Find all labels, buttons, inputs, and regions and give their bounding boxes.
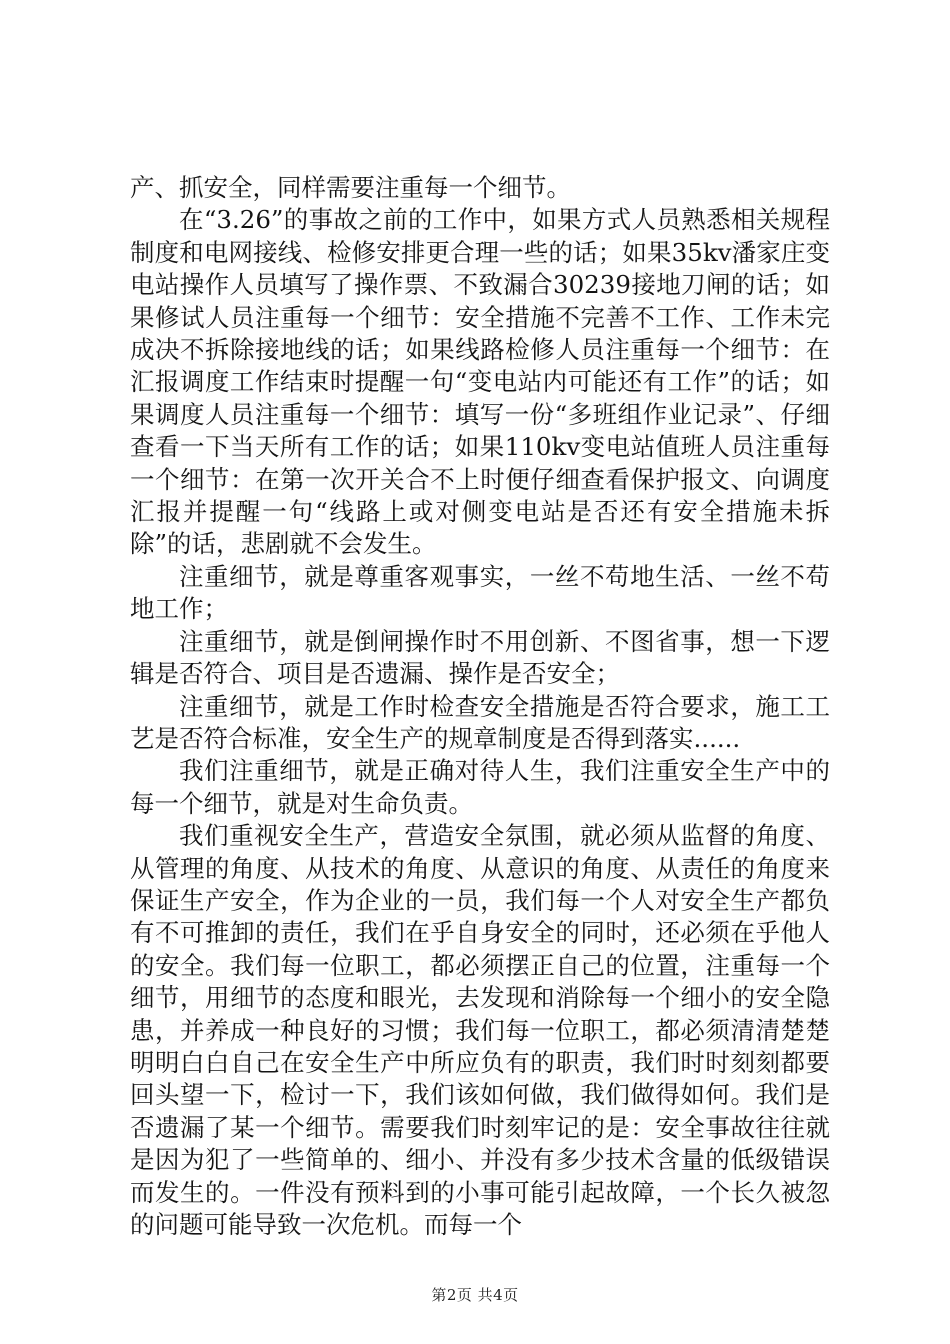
paragraph: 我们注重细节，就是正确对待人生，我们注重安全生产中的每一个细节，就是对生命负责。	[130, 756, 830, 818]
page-number-label: 第2页 共4页	[431, 1286, 519, 1304]
paragraph: 产、抓安全，同样需要注重每一个细节。	[130, 173, 571, 202]
paragraph: 注重细节，就是倒闸操作时不用创新、不图省事，想一下逻辑是否符合、项目是否遗漏、操作是否安全；	[130, 626, 830, 689]
paragraph: 在“3.26”的事故之前的工作中，如果方式人员熟悉相关规程制度和电网接线、检修安排更合理一些的话；如果35kv潘家庄变电站操作人员填写了操作票、不致漏合30239接地刀闸的话；如果修试人员注重每一个细节：安全措施不完善不工作、工作未完成决不拆除接地线的话；如果线路检修人员注重每一个细节：在汇报调度工作结束时提醒一句“变电站内可能还有工作”的话；如果调度人员注重每一个细节：填写一份“多班组作业记录”、仔细查看一下当天所有工作的话；如果110kv变电站值班人员注重每一个细节：在第一次开关合不上时便仔细查看保护报文、向调度汇报并提醒一句“线路上或对侧变电站是否还有安全措施未拆除”的话，悲剧就不会发生。	[130, 205, 830, 559]
paragraph: 我们重视安全生产，营造安全氛围，就必须从监督的角度、从管理的角度、从技术的角度、从意识的角度、从责任的角度来保证生产安全，作为企业的一员，我们每一个人对安全生产都负有不可推卸的责任，我们在乎自身安全的同时，还必须在乎他人的安全。我们每一位职工，都必须摆正自己的位置，注重每一个细节，用细节的态度和眼光，去发现和消除每一个细小的安全隐患，并养成一种良好的习惯；我们每一位职工，都必须清清楚楚明明白白自己在安全生产中所应负有的职责，我们时时刻刻都要回头望一下，检讨一下，我们该如何做，我们做得如何。我们是否遗漏了某一个细节。需要我们时刻牢记的是：安全事故往往就是因为犯了一些简单的、细小、并没有多少技术含量的低级错误而发生的。一件没有预料到的小事可能引起故障，一个长久被忽的问题可能导致一次危机。而每一个	[130, 821, 830, 1239]
paragraph: 注重细节，就是工作时检查安全措施是否符合要求，施工工艺是否符合标准，安全生产的规章制度是否得到落实......	[130, 691, 830, 753]
page-footer	[0, 1284, 950, 1305]
document-body	[130, 172, 830, 1241]
paragraph: 注重细节，就是尊重客观事实，一丝不苟地生活、一丝不苟地工作；	[130, 561, 830, 624]
